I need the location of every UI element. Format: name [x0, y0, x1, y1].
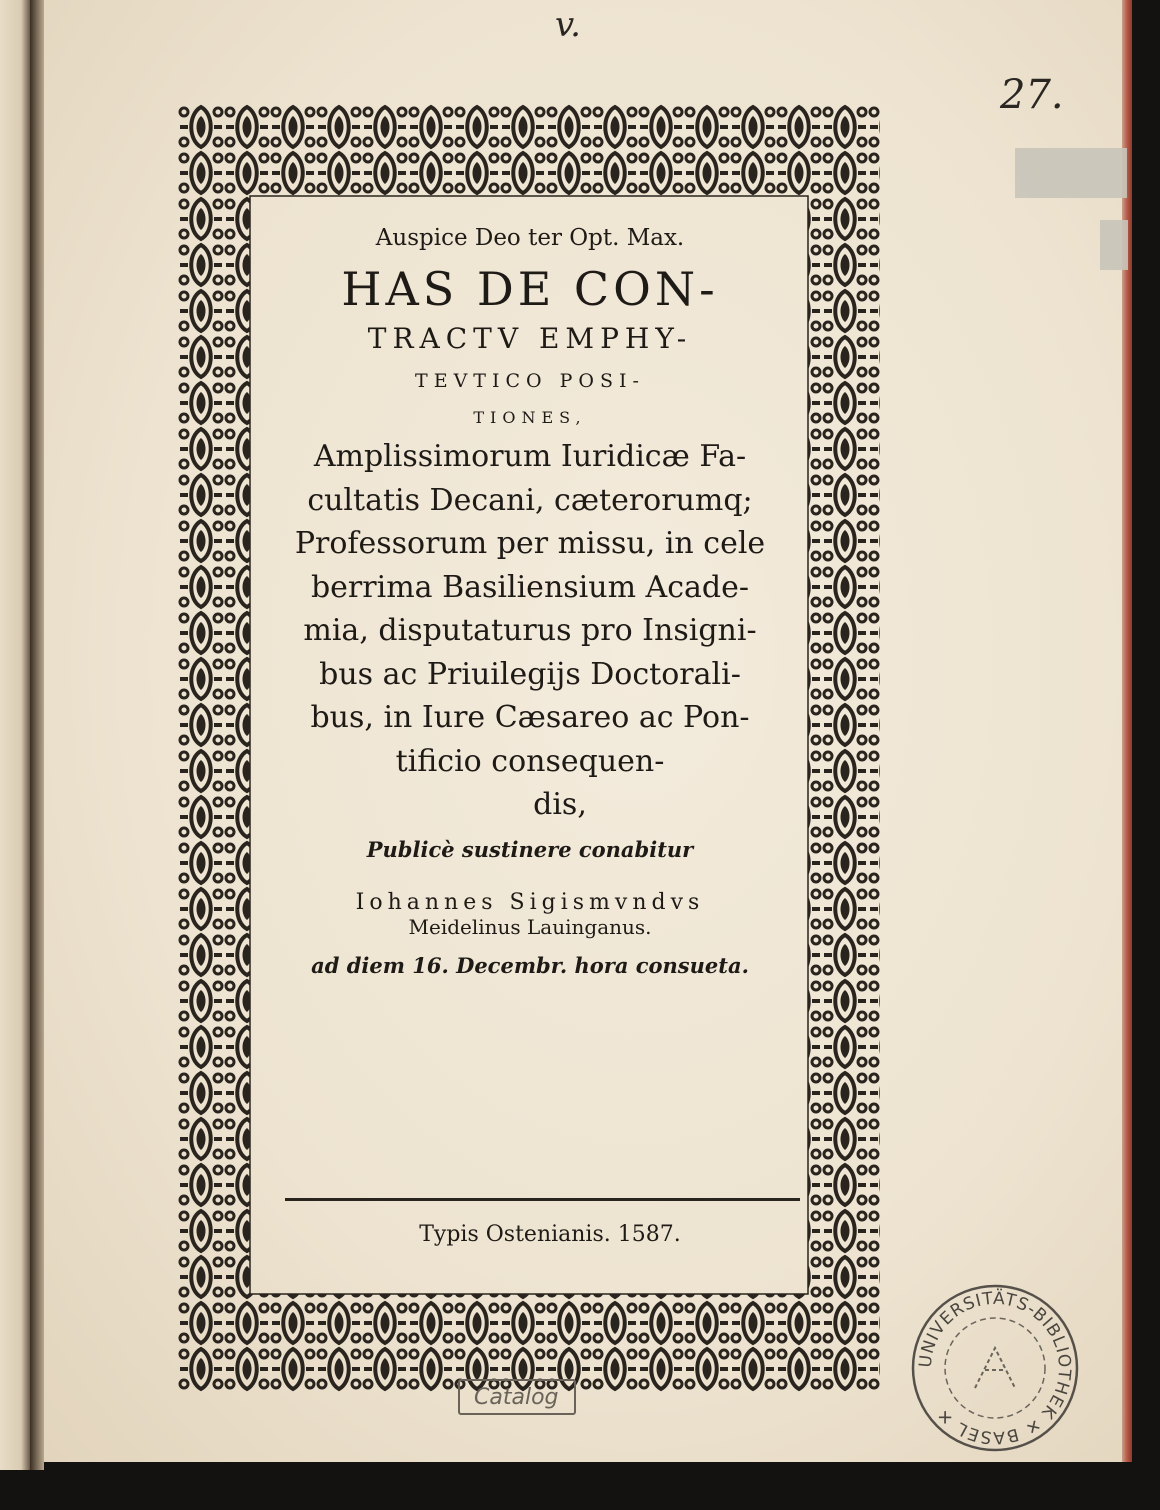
handwritten-mark: v.: [555, 5, 581, 45]
title-line: TEVTICO POSI-: [415, 370, 645, 392]
previous-page-edge: [0, 0, 30, 1470]
paper-tab: [1100, 220, 1128, 270]
body-line: Amplissimorum Iuridicæ Fa-: [313, 439, 747, 474]
book-gutter: [30, 0, 44, 1470]
svg-text:UNIVERSITÄTS-BIBLIOTHEK ✕ BASE: [916, 1288, 1075, 1447]
date-line: ad diem 16. Decembr. hora consueta.: [311, 952, 749, 978]
imprint: Typis Ostenianis. 1587.: [419, 1222, 681, 1247]
stamp-text: UNIVERSITÄTS-BIBLIOTHEK ✕ BASEL ✕: [915, 1288, 1075, 1448]
body-line: berrima Basiliensium Acade-: [310, 569, 750, 605]
body-line: mia, disputaturus pro Insigni-: [303, 613, 757, 648]
body-line: bus ac Priuilegijs Doctorali-: [319, 656, 741, 692]
library-stamp: [905, 1278, 1085, 1462]
title-line: TRACTV EMPHY-: [367, 322, 693, 355]
author-name: Iohannes Sigismvndvs: [355, 889, 705, 915]
body-line: tificio consequen-: [395, 743, 665, 779]
paper-tab: [1015, 148, 1127, 198]
body-line: dis,: [533, 787, 587, 822]
body-line: cultatis Decani, cæterorumq;: [307, 482, 753, 518]
invocation: Auspice Deo ter Opt. Max.: [375, 225, 685, 251]
title-text: [250, 225, 810, 978]
body-line: Professorum per missu, in cele: [294, 526, 766, 561]
sustine-line: Publicè sustinere conabitur: [366, 836, 694, 862]
divider-rule: [285, 1198, 800, 1201]
body-line: bus, in Iure Cæsareo ac Pon-: [310, 700, 750, 735]
folio-number: 27.: [1000, 72, 1064, 118]
title-line: TIONES,: [473, 408, 587, 427]
author-origin: Meidelinus Lauinganus.: [408, 914, 652, 939]
title-line: HAS DE CON-: [341, 262, 719, 316]
catalog-stamp: Catalog: [458, 1379, 576, 1415]
